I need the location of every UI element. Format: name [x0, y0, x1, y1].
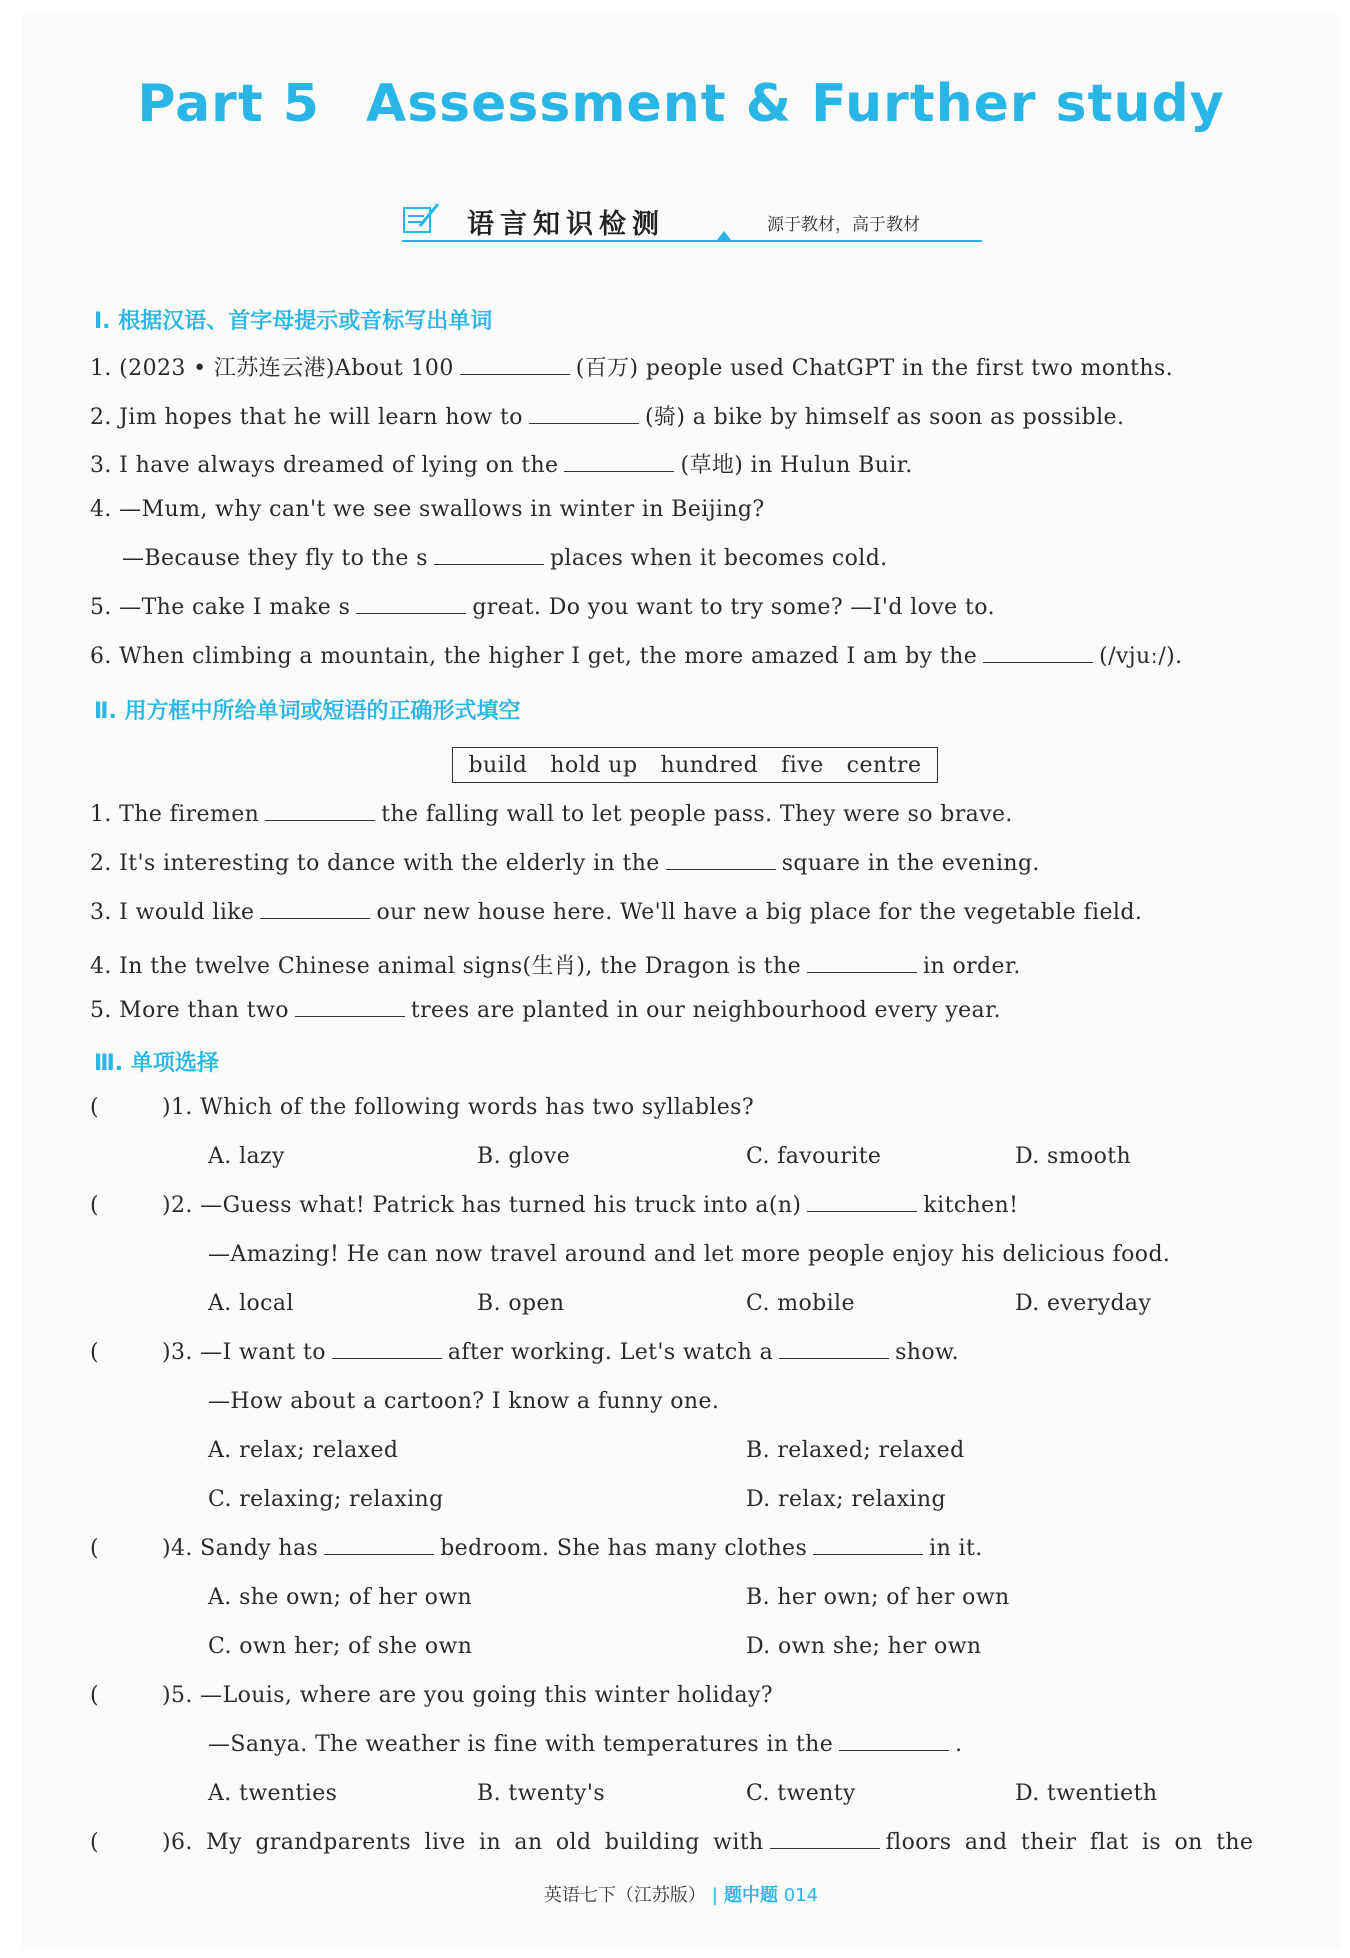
- word-box-item: five: [781, 752, 824, 778]
- q5-stem: )5. —Louis, where are you going this winter holiday?: [162, 1683, 773, 1708]
- footer-separator: |: [711, 1885, 718, 1906]
- q4-option-a[interactable]: A. she own; of her own: [208, 1585, 473, 1610]
- section-2-heading: Ⅱ. 用方框中所给单词或短语的正确形式填空: [94, 699, 521, 724]
- s2-item-1: 1. The firemen the falling wall to let people pass. They were so brave.: [90, 802, 1013, 827]
- q1-stem: )1. Which of the following words has two syllables?: [162, 1095, 755, 1120]
- banner-underline: [402, 240, 982, 242]
- q4-option-b[interactable]: B. her own; of her own: [746, 1585, 1010, 1610]
- q2-stem: )2. —Guess what! Patrick has turned his truck into a(n) kitchen!: [162, 1193, 1019, 1218]
- answer-blank[interactable]: [807, 1193, 917, 1212]
- word-box-item: build: [468, 752, 528, 778]
- answer-blank[interactable]: [356, 595, 466, 614]
- answer-blank[interactable]: [529, 405, 639, 424]
- answer-blank[interactable]: [324, 1536, 434, 1555]
- footer-book: 英语七下（江苏版）: [543, 1885, 706, 1906]
- q4-stem: )4. Sandy has bedroom. She has many clothes in it.: [162, 1536, 983, 1561]
- answer-blank[interactable]: [295, 998, 405, 1017]
- s2-item-5: 5. More than two trees are planted in our neighbourhood every year.: [90, 998, 1001, 1023]
- q2-reply: —Amazing! He can now travel around and let more people enjoy his delicious food.: [208, 1242, 1171, 1267]
- q5-option-a[interactable]: A. twenties: [208, 1781, 338, 1806]
- q4-option-c[interactable]: C. own her; of she own: [208, 1634, 473, 1659]
- s2-item-3: 3. I would like our new house here. We'll have a big place for the vegetable field.: [90, 900, 1143, 925]
- answer-blank[interactable]: [434, 546, 544, 565]
- s1-item-5: 5. —The cake I make s great. Do you want to try some? —I'd love to.: [90, 595, 995, 620]
- section-3-heading: Ⅲ. 单项选择: [94, 1051, 219, 1076]
- page-number: 014: [783, 1885, 819, 1906]
- s1-item-6: 6. When climbing a mountain, the higher I get, the more amazed I am by the (/vjuː/).: [90, 644, 1183, 669]
- q3-option-b[interactable]: B. relaxed; relaxed: [746, 1438, 965, 1463]
- q4-option-d[interactable]: D. own she; her own: [746, 1634, 982, 1659]
- q2-option-a[interactable]: A. local: [208, 1291, 294, 1316]
- q3-option-c[interactable]: C. relaxing; relaxing: [208, 1487, 444, 1512]
- q3-stem: )3. —I want to after working. Let's watch a show.: [162, 1340, 960, 1365]
- s2-item-4: 4. In the twelve Chinese animal signs(生肖), the Dragon is the in order.: [90, 954, 1021, 979]
- q1-option-d[interactable]: D. smooth: [1015, 1144, 1132, 1169]
- answer-blank[interactable]: [807, 954, 917, 973]
- answer-paren[interactable]: (: [90, 1193, 99, 1218]
- word-box-item: hundred: [660, 752, 759, 778]
- q5-option-c[interactable]: C. twenty: [746, 1781, 856, 1806]
- answer-blank[interactable]: [813, 1536, 923, 1555]
- part-label: Part 5: [137, 74, 320, 134]
- answer-blank[interactable]: [332, 1340, 442, 1359]
- page-footer: [22, 1881, 1340, 1907]
- answer-blank[interactable]: [564, 453, 674, 472]
- answer-blank[interactable]: [265, 802, 375, 821]
- answer-blank[interactable]: [770, 1830, 880, 1849]
- s1-item-1: 1. (2023 • 江苏连云港)About 100 (百万) people used ChatGPT in the first two months.: [90, 356, 1174, 381]
- banner-title: 语言知识检测: [467, 209, 665, 240]
- q2-option-d[interactable]: D. everyday: [1015, 1291, 1152, 1316]
- answer-blank[interactable]: [460, 356, 570, 375]
- answer-blank[interactable]: [839, 1732, 949, 1751]
- answer-paren[interactable]: (: [90, 1830, 99, 1855]
- triangle-marker-icon: [717, 231, 731, 240]
- q1-option-b[interactable]: B. glove: [477, 1144, 571, 1169]
- s1-item-4: 4. —Mum, why can't we see swallows in winter in Beijing?: [90, 497, 765, 522]
- section-1-heading: Ⅰ. 根据汉语、首字母提示或音标写出单词: [94, 309, 493, 334]
- q3-reply: —How about a cartoon? I know a funny one.: [208, 1389, 720, 1414]
- part-title: [22, 74, 1340, 134]
- q5-reply: —Sanya. The weather is fine with temperatures in the .: [208, 1732, 963, 1757]
- answer-paren[interactable]: (: [90, 1340, 99, 1365]
- s1-item-3: 3. I have always dreamed of lying on the (草地) in Hulun Buir.: [90, 453, 913, 478]
- answer-blank[interactable]: [779, 1340, 889, 1359]
- answer-paren[interactable]: (: [90, 1536, 99, 1561]
- q1-option-c[interactable]: C. favourite: [746, 1144, 882, 1169]
- q3-option-a[interactable]: A. relax; relaxed: [208, 1438, 399, 1463]
- s1-item-2: 2. Jim hopes that he will learn how to (骑) a bike by himself as soon as possible.: [90, 405, 1125, 430]
- word-box: [452, 747, 938, 783]
- part-heading: Assessment & Further study: [365, 74, 1225, 134]
- q5-option-d[interactable]: D. twentieth: [1015, 1781, 1158, 1806]
- page-sheet: [22, 14, 1340, 1949]
- answer-blank[interactable]: [666, 851, 776, 870]
- word-box-item: centre: [846, 752, 922, 778]
- q1-option-a[interactable]: A. lazy: [208, 1144, 285, 1169]
- word-box-item: hold up: [550, 752, 638, 778]
- answer-blank[interactable]: [983, 644, 1093, 663]
- footer-brand: 题中题: [723, 1885, 778, 1906]
- s1-item-4-reply: —Because they fly to the s places when it becomes cold.: [122, 546, 888, 571]
- q6-stem: )6. My grandparents live in an old building with floors and their flat is on the: [162, 1830, 1254, 1855]
- q5-option-b[interactable]: B. twenty's: [477, 1781, 606, 1806]
- q2-option-c[interactable]: C. mobile: [746, 1291, 855, 1316]
- answer-paren[interactable]: (: [90, 1683, 99, 1708]
- banner-slogan: 源于教材，高于教材: [767, 215, 920, 235]
- answer-blank[interactable]: [260, 900, 370, 919]
- notepad-pencil-icon: [402, 200, 442, 236]
- s2-item-2: 2. It's interesting to dance with the elderly in the square in the evening.: [90, 851, 1040, 876]
- answer-paren[interactable]: (: [90, 1095, 99, 1120]
- q3-option-d[interactable]: D. relax; relaxing: [746, 1487, 946, 1512]
- q2-option-b[interactable]: B. open: [477, 1291, 565, 1316]
- section-banner: [402, 194, 982, 242]
